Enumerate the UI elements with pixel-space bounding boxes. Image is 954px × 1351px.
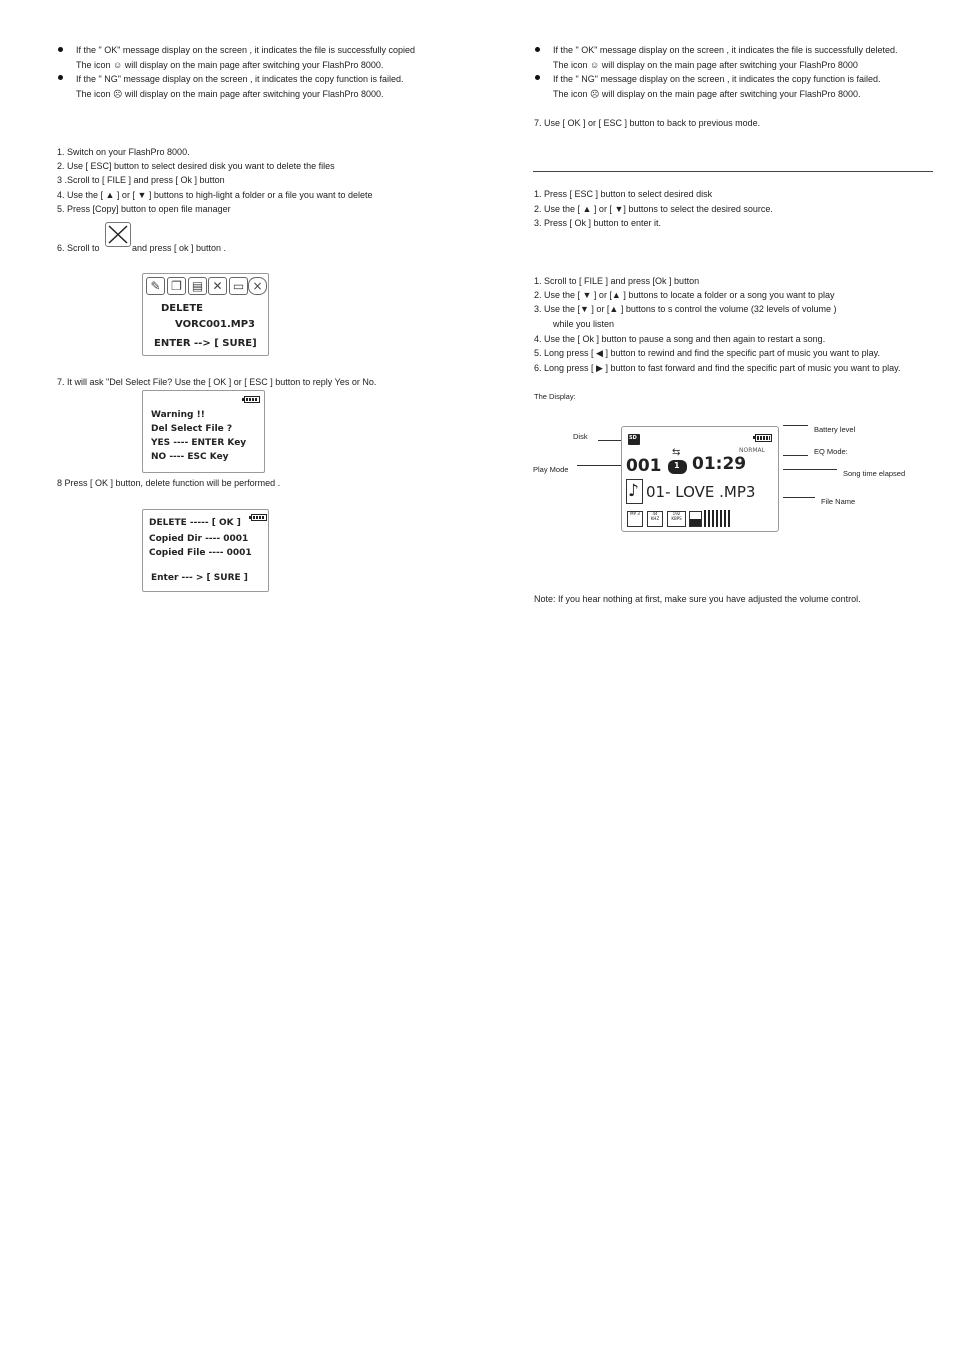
play-step-3-cont: while you listen (553, 319, 615, 329)
screen-title: DELETE (161, 303, 203, 314)
play-step-2: 2. Use the [ ▼ ] or [▲ ] buttons to locate a folder or a song you want to play (534, 290, 835, 300)
step-3: 3 .Scroll to [ FILE ] and press [ Ok ] button (57, 175, 225, 185)
copy-icon: ❐ (167, 277, 186, 295)
step-8: 8 Press [ OK ] button, delete function will be performed . (57, 478, 281, 488)
eq-mode-value: NORMAL (739, 447, 766, 454)
play-step-1: 1. Scroll to [ FILE ] and press [Ok ] button (534, 276, 700, 286)
song-file-name: 01- LOVE .MP3 (646, 483, 756, 501)
annotation-elapsed: Song time elapsed (843, 469, 906, 478)
battery-icon (244, 396, 260, 403)
volume-bars-icon (704, 510, 730, 527)
ok-icon-line: The icon ☺ will display on the main page after switching your FlashPro 8000. (76, 60, 384, 70)
play-step-5: 5. Long press [ ◀ ] button to rewind and find the specific part of music you want to play. (534, 348, 880, 358)
play-mode-icon (668, 460, 687, 474)
step-6-prefix: 6. Scroll to (57, 243, 100, 253)
disk-step-3: 3. Press [ Ok ] button to enter it. (534, 218, 662, 228)
step-5: 5. Press [Copy] button to open file manager (57, 204, 231, 214)
bullet-dot (58, 75, 63, 80)
bullet-dot (535, 47, 540, 52)
play-step-3: 3. Use the [▼ ] or [▲ ] buttons to s control the volume (32 levels of volume ) (534, 304, 837, 314)
battery-icon (755, 434, 772, 442)
result-line-3: Copied File ---- 0001 (149, 548, 252, 558)
play-mode-digit: 1 (674, 461, 680, 470)
annotation-battery: Battery level (814, 425, 856, 434)
ok-icon-line: The icon ☺ will display on the main page after switching your FlashPro 8000 (553, 60, 858, 70)
step-4: 4. Use the [ ▲ ] or [ ▼ ] buttons to high-light a folder or a file you want to delete (57, 190, 373, 200)
battery-icon (251, 514, 267, 521)
delete-result-screen (142, 509, 269, 592)
lr-channel-icon (689, 511, 702, 527)
screen-file: VORC001.MP3 (175, 319, 256, 330)
ng-icon-line: The icon ☹ will display on the main page after switching your FlashPro 8000. (76, 89, 384, 99)
bullet-dot (535, 75, 540, 80)
paste-icon: ▤ (188, 277, 207, 295)
bitrate-box: 192 KBPS (667, 511, 686, 527)
volume-note: Note: If you hear nothing at first, make sure you have adjusted the volume control. (534, 594, 861, 604)
step-2: 2. Use [ ESC] button to select desired disk you want to delete the files (57, 161, 335, 171)
no-line: NO ---- ESC Key (151, 452, 229, 462)
disk-step-1: 1. Press [ ESC ] button to select desired disk (534, 189, 713, 199)
result-line-1: DELETE ----- [ OK ] (149, 518, 241, 528)
pen-icon: ✎ (146, 277, 165, 295)
annotation-file-name: File Name (821, 497, 856, 506)
disk-label: SD (629, 435, 637, 441)
annotation-disk: Disk (573, 432, 588, 441)
leader-line (783, 455, 808, 456)
screen-enter: ENTER --> [ SURE] (154, 338, 257, 349)
ng-message-line: If the " NG" message display on the screen , it indicates the copy function is failed. (76, 74, 404, 84)
display-label: The Display: (534, 392, 576, 401)
step-6-suffix: and press [ ok ] button . (132, 243, 227, 253)
sd-disk-icon (628, 434, 640, 445)
step-7-back: 7. Use [ OK ] or [ ESC ] button to back to previous mode. (534, 118, 761, 128)
delete-screen (142, 273, 269, 356)
exit-icon: × (248, 277, 267, 295)
step-1: 1. Switch on your FlashPro 8000. (57, 147, 190, 157)
delete-x-icon (105, 222, 131, 247)
ng-icon-line: The icon ☹ will display on the main page after switching your FlashPro 8000. (553, 89, 861, 99)
step-7: 7. It will ask "Del Select File? Use the [ OK ] or [ ESC ] button to reply Yes or No. (57, 377, 377, 387)
bullet-dot (58, 47, 63, 52)
annotation-eq: EQ Mode: (814, 447, 848, 456)
sample-rate-box: 44 KHZ (647, 511, 663, 527)
disk-step-2: 2. Use the [ ▲ ] or [ ▼] buttons to select the desired source. (534, 204, 773, 214)
rename-icon: ▭ (229, 277, 248, 295)
yes-line: YES ---- ENTER Key (151, 438, 247, 448)
leader-line (783, 469, 837, 470)
music-note-icon: ♪ (626, 479, 643, 504)
question-line: Del Select File ? (151, 424, 233, 434)
leader-line (577, 465, 621, 466)
ok-message-line: If the " OK" message display on the screen , it indicates the file is successfully copied (76, 45, 416, 55)
repeat-icon: ⇆ (672, 447, 681, 458)
delete-icon: ✕ (208, 277, 227, 295)
leader-line (783, 497, 815, 498)
warning-screen (142, 390, 265, 473)
format-mp3-box: MP 3 (627, 511, 643, 527)
section-divider (533, 171, 933, 172)
result-line-4: Enter --- > [ SURE ] (151, 573, 248, 583)
warning-line: Warning !! (151, 410, 205, 420)
elapsed-time: 01:29 (692, 454, 747, 474)
ng-message-line: If the " NG" message display on the screen , it indicates the copy function is failed. (553, 74, 881, 84)
leader-line (783, 425, 808, 426)
annotation-play-mode: Play Mode (533, 465, 569, 474)
play-step-6: 6. Long press [ ▶ ] button to fast forward and find the specific part of music you want to play. (534, 363, 901, 373)
track-number: 001 (626, 456, 662, 476)
result-line-2: Copied Dir ---- 0001 (149, 534, 249, 544)
play-step-4: 4. Use the [ Ok ] button to pause a song and then again to restart a song. (534, 334, 826, 344)
player-display (621, 426, 779, 532)
leader-line (598, 440, 622, 441)
ok-message-line: If the " OK" message display on the screen , it indicates the file is successfully deleted. (553, 45, 898, 55)
